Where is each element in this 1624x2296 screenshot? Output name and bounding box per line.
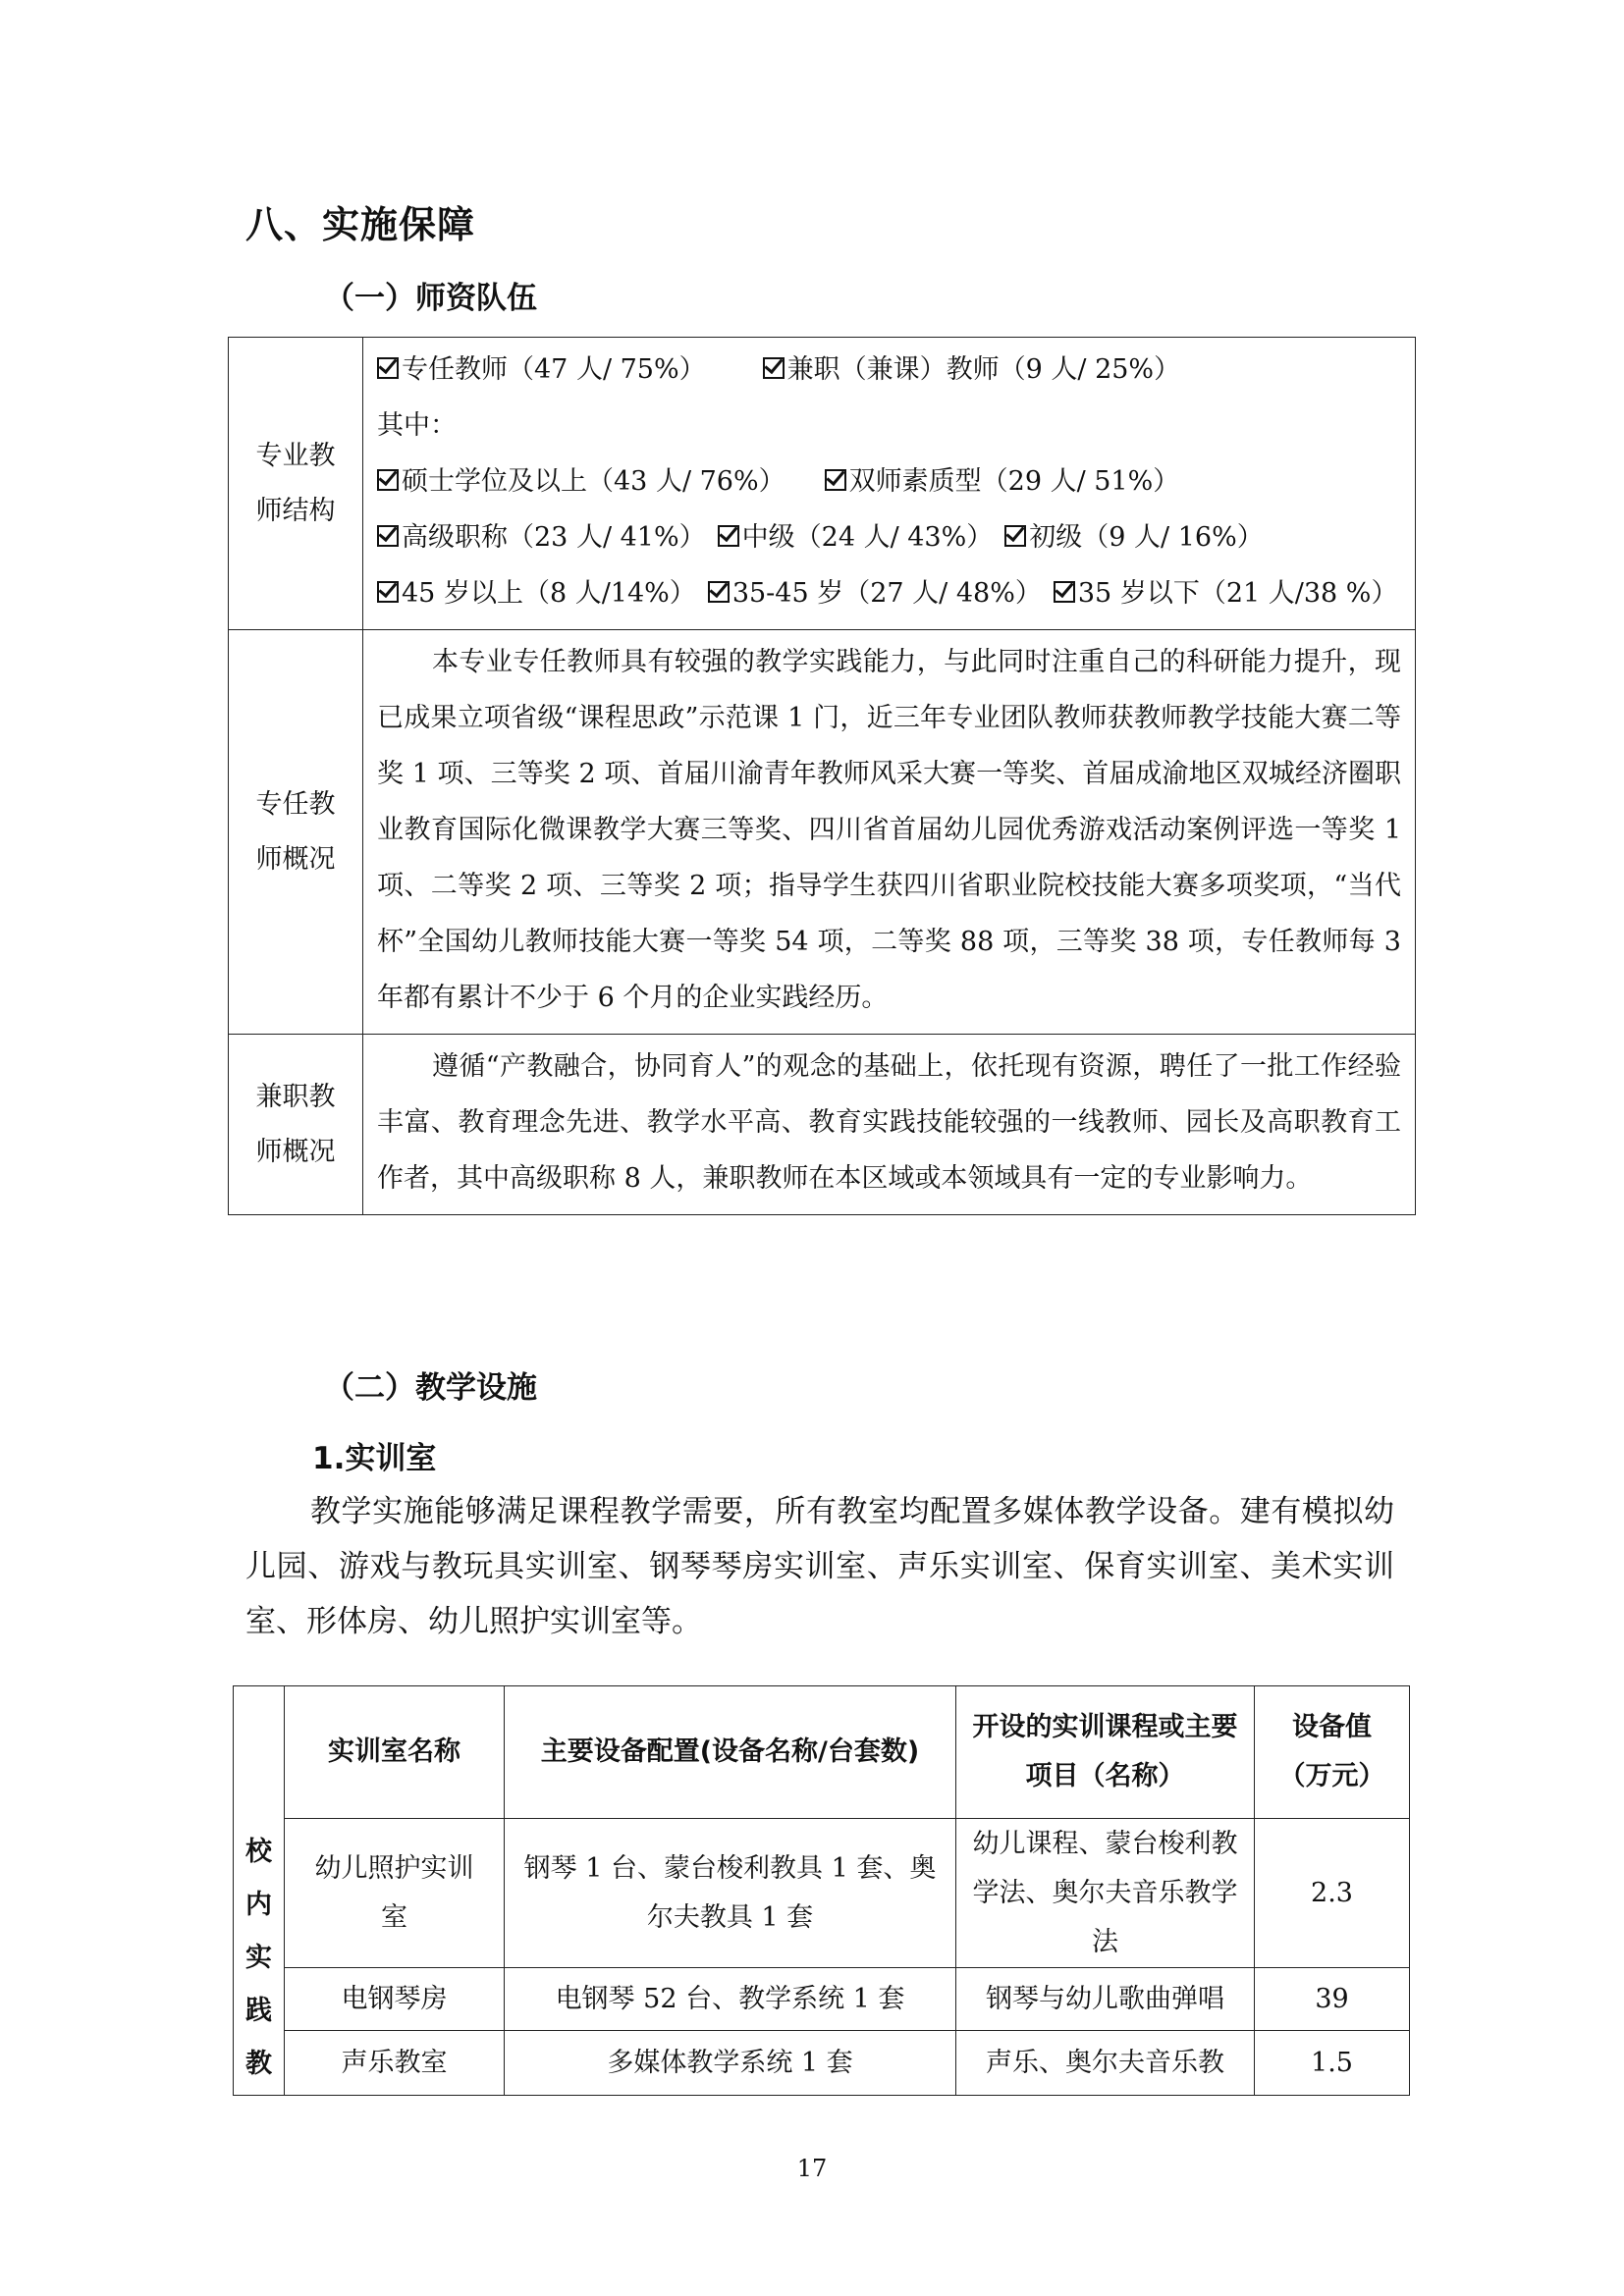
checkbox-item: 35-45 岁（27 人/ 48%） — [708, 578, 1042, 609]
checked-box-icon — [825, 469, 846, 491]
table-row — [234, 1819, 1410, 1968]
checked-box-icon — [708, 581, 730, 603]
table-cell: 声乐、奥尔夫音乐教 — [956, 2031, 1255, 2096]
checked-box-icon — [377, 581, 399, 603]
structure-line — [377, 509, 1401, 565]
table-cell: 多媒体教学系统 1 套 — [505, 2031, 956, 2096]
structure-line — [377, 565, 1401, 621]
subsection-title: 1.实训室 — [312, 1441, 437, 1476]
table-cell: 钢琴 1 台、蒙台梭利教具 1 套、奥尔夫教具 1 套 — [505, 1819, 956, 1968]
checked-box-icon — [377, 525, 399, 547]
table-row — [229, 1035, 1416, 1215]
table-row — [229, 338, 1416, 630]
column-header: 开设的实训课程或主要项目（名称） — [956, 1686, 1255, 1819]
section-title-faculty: （一）师资队伍 — [324, 281, 537, 316]
checkbox-item: 高级职称（23 人/ 41%） — [377, 522, 706, 553]
parttime-label: 兼职教师概况 — [229, 1035, 363, 1215]
facilities-paragraph: 教学实施能够满足课程教学需要，所有教室均配置多媒体教学设备。建有模拟幼儿园、游戏与教玩具实训室、钢琴琴房实训室、声乐实训室、保育实训室、美术实训室、形体房、幼儿照护实训室等。 — [245, 1494, 1394, 1639]
checkbox-item: 初级（9 人/ 16%） — [1004, 522, 1263, 553]
table-cell: 声乐教室 — [285, 2031, 505, 2096]
table-row — [234, 2031, 1410, 2096]
page-number: 17 — [796, 2155, 828, 2182]
checkbox-item: 45 岁以上（8 人/14%） — [377, 578, 696, 609]
table-cell: 电钢琴 52 台、教学系统 1 套 — [505, 1968, 956, 2031]
checkbox-item: 35 岁以下（21 人/38 %） — [1054, 578, 1398, 609]
table-cell: 1.5 — [1255, 2031, 1410, 2096]
table-cell: 幼儿课程、蒙台梭利教学法、奥尔夫音乐教学法 — [956, 1819, 1255, 1968]
table-cell: 电钢琴房 — [285, 1968, 505, 2031]
checked-box-icon — [377, 357, 399, 379]
checkbox-item: 专任教师（47 人/ 75%） — [377, 354, 706, 385]
parttime-content: 遵循“产教融合，协同育人”的观念的基础上，依托现有资源，聘任了一批工作经验丰富、教育理念先进、教学水平高、教育实践技能较强的一线教师、园长及高职教育工作者，其中高级职称 8 人，兼职教师在本区域或本领域具有一定的专业影响力。 — [363, 1035, 1416, 1215]
table-row — [234, 1968, 1410, 2031]
structure-line — [377, 342, 1401, 398]
lab-table — [233, 1685, 1410, 2096]
faculty-table — [228, 337, 1416, 1215]
structure-content — [363, 338, 1416, 630]
table-cell: 2.3 — [1255, 1819, 1410, 1968]
section-title-facilities: （二）教学设施 — [324, 1370, 537, 1406]
structure-label: 专业教师结构 — [229, 338, 363, 630]
column-header: 实训室名称 — [285, 1686, 505, 1819]
side-label: 校 内 实 践 教 — [234, 1686, 285, 2096]
fulltime-content: 本专业专任教师具有较强的教学实践能力，与此同时注重自己的科研能力提升，现已成果立项省级“课程思政”示范课 1 门，近三年专业团队教师获教师教学技能大赛二等奖 1 项、三等奖 2 项、首届川渝青年教师风采大赛一等奖、首届成渝地区双城经济圈职业教育国际化微课教学大赛三等奖、四川省首届幼儿园优秀游戏活动案例评选一等奖 1 项、二等奖 2 项、三等奖 2 项；指导学生获四川省职业院校技能大赛多项奖项，“当代杯”全国幼儿教师技能大赛一等奖 54 项，二等奖 88 项，三等奖 38 项，专任教师每 3 年都有累计不少于 6 个月的企业实践经历。 — [363, 630, 1416, 1035]
checkbox-item: 硕士学位及以上（43 人/ 76%） — [377, 466, 785, 497]
structure-line: 其中： — [377, 410, 457, 441]
table-row — [229, 630, 1416, 1035]
table-cell: 幼儿照护实训室 — [285, 1819, 505, 1968]
column-header: 主要设备配置(设备名称/台套数) — [505, 1686, 956, 1819]
fulltime-label: 专任教师概况 — [229, 630, 363, 1035]
table-cell: 39 — [1255, 1968, 1410, 2031]
table-header-row — [234, 1686, 1410, 1819]
checkbox-item: 兼职（兼课）教师（9 人/ 25%） — [763, 354, 1180, 385]
chapter-heading: 八、实施保障 — [245, 203, 476, 246]
checkbox-item: 双师素质型（29 人/ 51%） — [825, 466, 1180, 497]
checked-box-icon — [718, 525, 739, 547]
checked-box-icon — [1054, 581, 1075, 603]
column-header: 设备值（万元） — [1255, 1686, 1410, 1819]
checked-box-icon — [1004, 525, 1026, 547]
checked-box-icon — [763, 357, 785, 379]
checkbox-item: 中级（24 人/ 43%） — [718, 522, 994, 553]
checked-box-icon — [377, 469, 399, 491]
table-cell: 钢琴与幼儿歌曲弹唱 — [956, 1968, 1255, 2031]
structure-line — [377, 454, 1401, 509]
